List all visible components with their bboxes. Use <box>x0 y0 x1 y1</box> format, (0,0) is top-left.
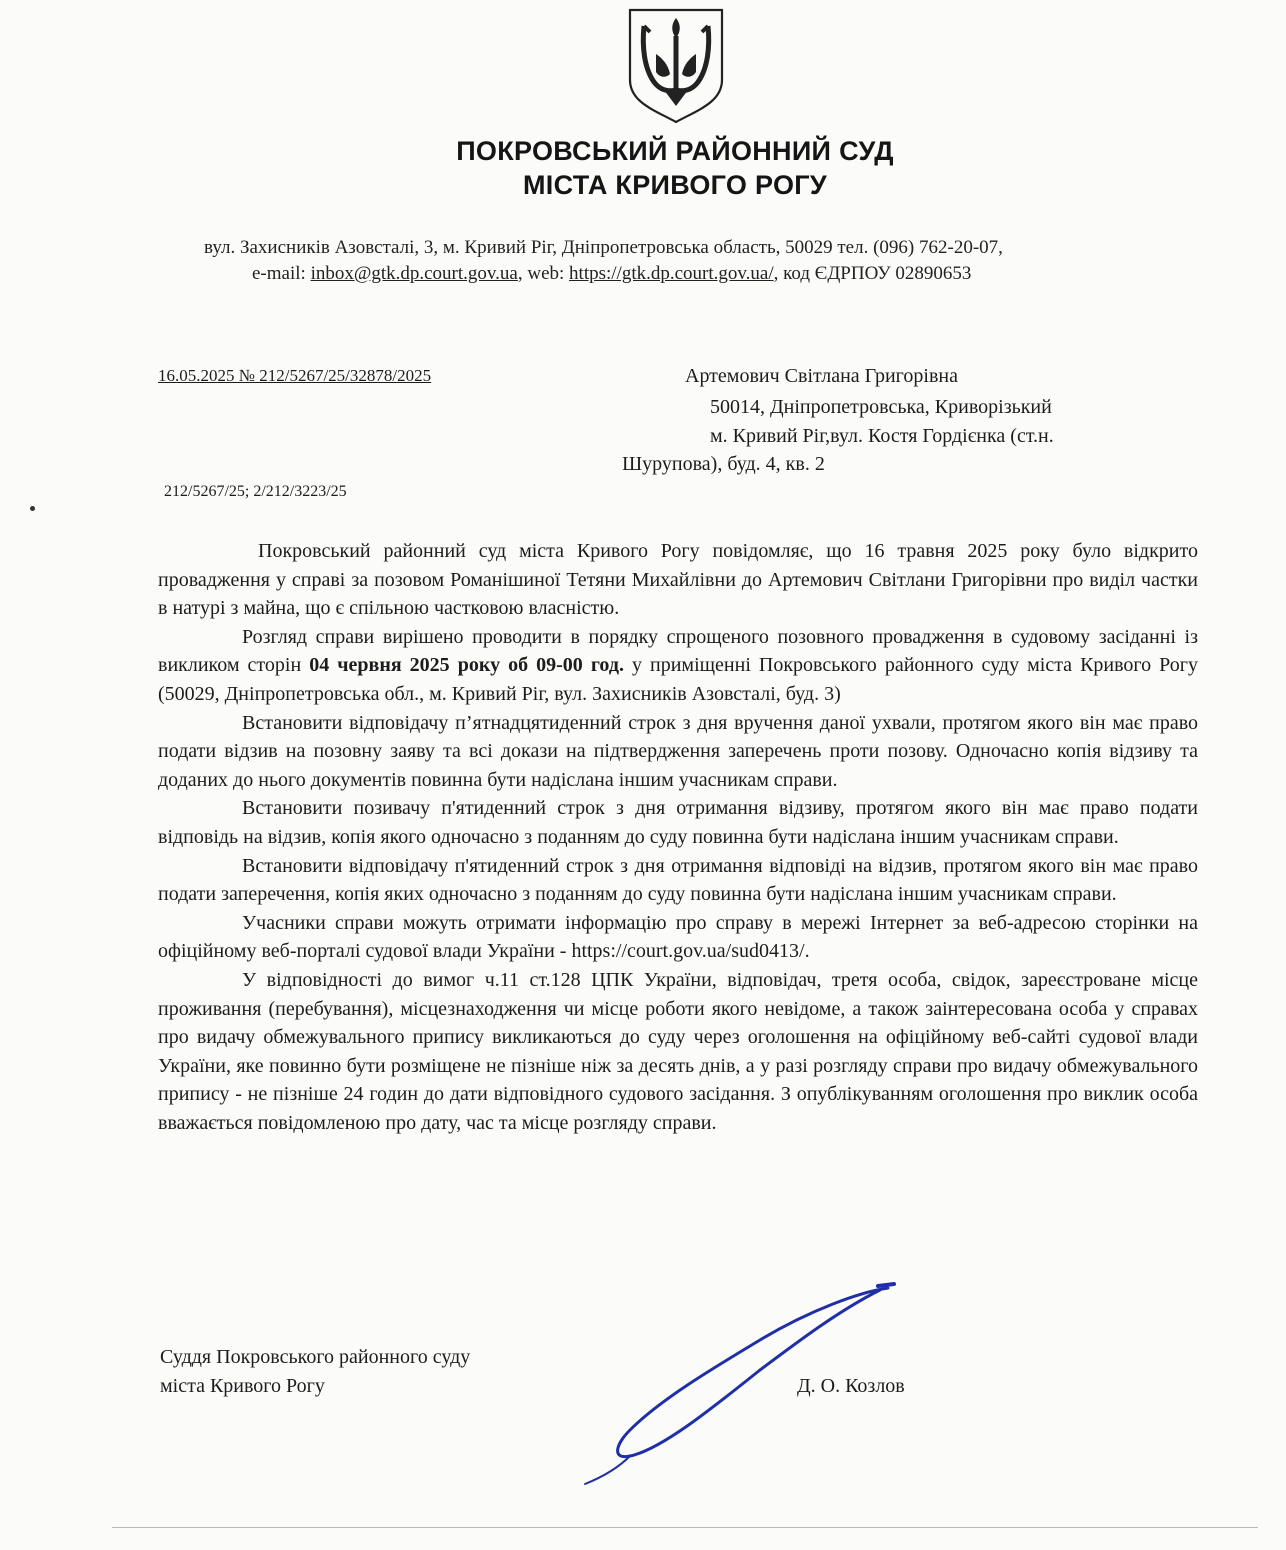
hearing-date: 04 червня 2025 року об 09-00 год. <box>309 654 624 677</box>
court-name-line2: МІСТА КРИВОГО РОГУ <box>523 170 827 200</box>
paragraph-legal-basis: У відповідності до вимог ч.11 ст.128 ЦПК України, відповідач, третя особа, свідок, зареєстроване місце проживання (перебування), місцезнаходження чи місце роботи якого невідоме, а також заінтересована особа у справах про видачу обмежувального припису викликаються до суду через оголошення на офіційному веб-сайті судової влади України, яке повинно бути розміщене не пізніше ніж за десять днів, а у разі розгляду справи про видачу обмежувального припису - не пізніше 24 годин до дати відповідного судового засідання. З опублікуванням оголошення про виклик особа вважається повідомленою про дату, час та місце розгляду справи. <box>158 968 1198 1134</box>
judge-title-line1: Суддя Покровського районного суду <box>160 1346 471 1368</box>
bottom-rule <box>112 1527 1258 1528</box>
hearing-text-b: у приміщенні Покровського районного суду міста Кривого Рогу (50029, Дніпропетровська обл., м. Кривий Ріг, вул. Захисників Азовсталі, буд. 3) <box>158 654 1198 705</box>
web-link[interactable]: https://gtk.dp.court.gov.ua/ <box>569 263 774 284</box>
paragraph-objection-term: Встановити відповідачу п'ятиденний строк з дня отримання відповіді на відзив, протягом якого він має право подати заперечення, копія яких одночасно з поданням до суду повинна бути надіслана іншим учасникам справи. <box>158 854 1198 906</box>
addressee-address-line3: Шурупова), буд. 4, кв. 2 <box>622 453 825 475</box>
handwritten-signature <box>560 1270 920 1490</box>
email-label: e-mail: <box>252 263 311 284</box>
paragraph-notice: Покровський районний суд міста Кривого Рогу повідомляє, що 16 травня 2025 року було відкрито провадження у справі за позовом Романішиної Тетяни Михайлівни до Артемович Світлани Григорівни про виділ частки в натурі з майна, що є спільною частковою власністю. <box>158 540 1198 620</box>
court-contacts <box>252 263 971 285</box>
outgoing-number: 16.05.2025 № 212/5267/25/32878/2025 <box>158 366 432 385</box>
case-reference: 212/5267/25; 2/212/3223/25 <box>164 483 347 500</box>
judge-name: Д. О. Козлов <box>797 1375 905 1397</box>
court-address: вул. Захисників Азовсталі, 3, м. Кривий Ріг, Дніпропетровська область, 50029 тел. (096) 762-20-07, <box>204 237 1003 258</box>
scan-speck <box>30 506 35 511</box>
paragraph-online-info: Учасники справи можуть отримати інформацію про справу в мережі Інтернет за веб-адресою сторінки на офіційному веб-порталі судової влади України - https://court.gov.ua/sud0413/. <box>158 911 1198 963</box>
web-label: , web: <box>517 263 570 284</box>
edrpou-code: , код ЄДРПОУ 02890653 <box>773 263 972 284</box>
paragraph-hearing <box>158 623 1198 709</box>
coat-of-arms-trident-icon <box>626 6 726 124</box>
email-link[interactable]: inbox@gtk.dp.court.gov.ua <box>310 263 518 284</box>
paragraph-defendant-term: Встановити відповідачу п’ятнадцятиденний строк з дня вручення даної ухвали, протягом якого він має право подати відзив на позовну заяву та всі докази на підтвердження заперечень проти позову. Одночасно копія відзиву та доданих до нього документів повинна бути надіслана іншим учасникам справи. <box>158 711 1198 791</box>
addressee-name: Артемович Світлана Григорівна <box>685 365 958 387</box>
letter-body <box>158 537 1198 1137</box>
paragraph-plaintiff-term: Встановити позивачу п'ятиденний строк з дня отримання відзиву, протягом якого він має право подати відповідь на відзив, копія якого одночасно з поданням до суду повинна бути надіслана іншим учасникам справи. <box>158 797 1198 848</box>
addressee-address-line1: 50014, Дніпропетровська, Криворізький <box>710 396 1052 418</box>
court-name-line1: ПОКРОВСЬКИЙ РАЙОННИЙ СУД <box>456 136 894 166</box>
addressee-address-line2: м. Кривий Ріг,вул. Костя Гордієнка (ст.н. <box>710 425 1054 447</box>
hearing-text-a: Розгляд справи вирішено проводити в порядку спрощеного позовного провадження в судовому засіданні із викликом сторін <box>158 625 1198 677</box>
judge-title-line2: міста Кривого Рогу <box>160 1375 325 1397</box>
